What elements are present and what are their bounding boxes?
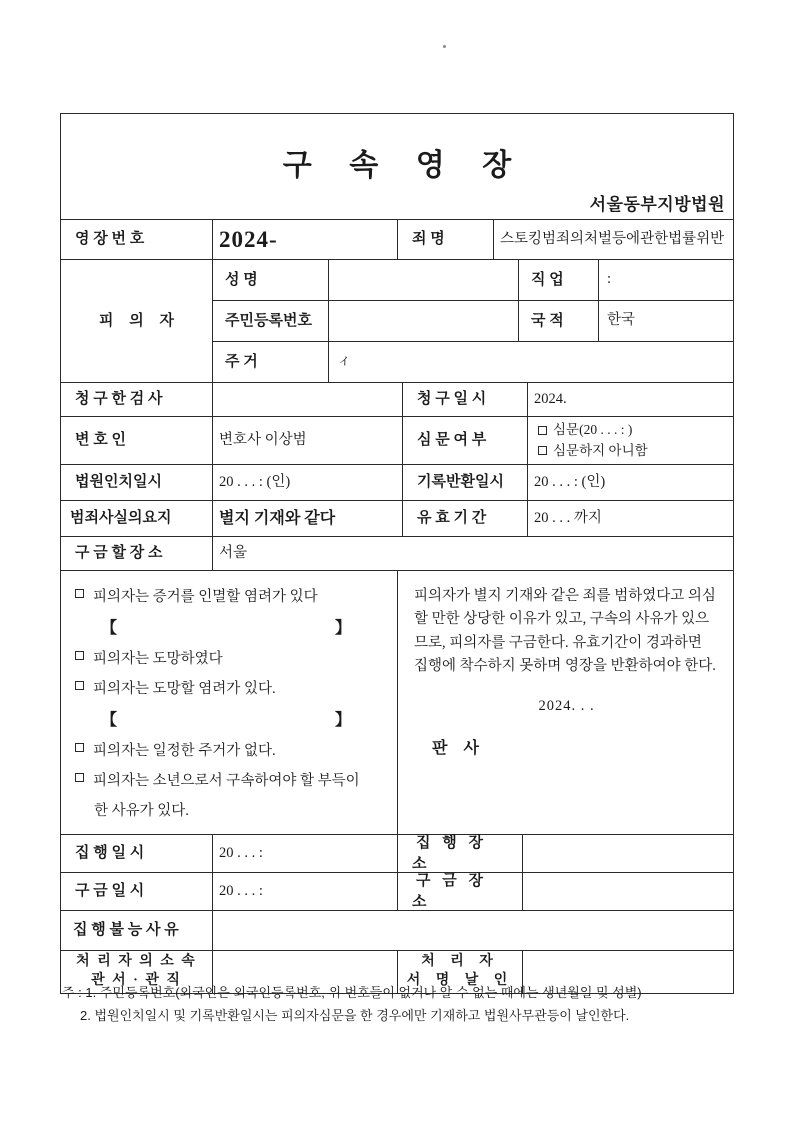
title-block [61, 114, 733, 220]
records-row [61, 465, 733, 501]
footnotes [62, 982, 742, 1028]
reason-item-continuation: 한 사유가 있다. [94, 803, 189, 819]
warrant-form [60, 113, 734, 994]
charge-value[interactable]: 스토킹범죄의처벌등에관한법률위반 [500, 230, 725, 247]
warrant-number-value[interactable]: 2024- [213, 220, 398, 259]
warrant-number-label: 영 장 번 호 [61, 220, 213, 259]
exec-place-value[interactable] [523, 835, 733, 872]
suspect-name-value[interactable] [329, 260, 519, 300]
suspect-name-row [213, 260, 733, 301]
exec-date-value[interactable]: 20 . . . : [213, 835, 398, 872]
interrogation-option-2[interactable]: 심문하지 아니함 [538, 441, 648, 461]
detain-place-label: 구 금 장 소 [398, 873, 523, 910]
suspect-rrn-row [213, 301, 733, 342]
interrogation-label: 심 문 여 부 [403, 417, 528, 464]
reason-item[interactable]: 피의자는 일정한 주거가 없다. [75, 739, 387, 760]
counsel-label: 변 호 인 [61, 417, 213, 464]
reason-item[interactable]: 피의자는 증거를 인멸할 염려가 있다 [75, 585, 387, 606]
validity-value[interactable]: 20 . . . 까지 [534, 509, 602, 526]
counsel-value[interactable]: 변호사 이상범 [213, 417, 403, 464]
job-value[interactable]: : [607, 271, 612, 288]
failure-row [61, 911, 733, 951]
rrn-label: 주민등록번호 [213, 301, 329, 341]
reason-statement [398, 571, 733, 834]
interrogation-option-1[interactable]: 심문(20 . . . : ) [538, 420, 632, 440]
detention-place-value[interactable]: 서울 [219, 544, 248, 561]
reason-item[interactable]: 피의자는 도망할 염려가 있다. [75, 677, 387, 698]
nationality-label: 국 적 [519, 301, 599, 341]
suspect-label: 피 의 자 [61, 260, 213, 382]
checkbox-icon[interactable] [75, 743, 84, 752]
receipt-value[interactable]: 20 . . . : (인) [213, 465, 403, 500]
failure-label: 집 행 불 능 사 유 [61, 911, 213, 950]
detention-place-label: 구 금 할 장 소 [61, 537, 213, 570]
nationality-value[interactable]: 한국 [607, 312, 636, 329]
bracket-field-1[interactable]: 【 】 [101, 620, 351, 637]
checkbox-icon[interactable] [538, 426, 547, 435]
return-label: 기록반환일시 [403, 465, 528, 500]
request-date-value[interactable]: 2024. [534, 390, 567, 407]
checkbox-icon[interactable] [75, 589, 84, 598]
exec-date-label: 집 행 일 시 [61, 835, 213, 872]
judge-label: 판 사 [432, 740, 485, 758]
warrant-number-row [61, 220, 733, 260]
detention-place-row [61, 537, 733, 571]
charge-label: 죄 명 [398, 220, 494, 259]
checkbox-icon[interactable] [538, 446, 547, 455]
facts-value[interactable]: 별지 기재와 같다 [213, 501, 403, 536]
prosecutor-row [61, 383, 733, 417]
execution-date-row [61, 835, 733, 873]
request-date-label: 청 구 일 시 [403, 383, 528, 416]
detain-place-value[interactable] [523, 873, 733, 910]
checkbox-icon[interactable] [75, 651, 84, 660]
detention-date-row [61, 873, 733, 911]
address-value[interactable]: ィ [337, 353, 352, 370]
checkbox-icon[interactable] [75, 773, 84, 782]
prosecutor-label: 청 구 한 검 사 [61, 383, 213, 416]
return-value[interactable]: 20 . . . : (인) [534, 473, 606, 490]
exec-place-label: 집 행 장 소 [398, 835, 523, 872]
scan-speck [443, 45, 446, 48]
suspect-address-row [213, 342, 733, 382]
counsel-row [61, 417, 733, 465]
failure-value[interactable] [213, 911, 733, 950]
court-name: 서울동부지방법원 [589, 195, 725, 214]
footnote-1: 주 : 1. 주민등록번호(외국인은 외국인등록번호, 위 번호들이 없거나 알 수 없는 때에는 생년월일 및 성별) [62, 985, 642, 1000]
statement-text: 피의자가 별지 기재와 같은 죄를 범하였다고 의심할 만한 상당한 이유가 있고, 구속의 사유가 있으므로, 피의자를 구금한다. 유효기간이 경과하면 집행에 착수하지 못하며 영장을 반환하여야 한다. [414, 588, 716, 675]
reason-item[interactable]: 피의자는 도망하였다 [75, 647, 387, 668]
bracket-field-2[interactable]: 【 】 [101, 712, 351, 729]
page-title: 구 속 영 장 [282, 149, 527, 182]
checkbox-icon[interactable] [75, 681, 84, 690]
validity-label: 유 효 기 간 [403, 501, 528, 536]
receipt-label: 법원인치일시 [61, 465, 213, 500]
footnote-2: 2. 법원인치일시 및 기록반환일시는 피의자심문을 한 경우에만 기재하고 법원사무관등이 날인한다. [80, 1007, 630, 1023]
suspect-row [61, 260, 733, 383]
rrn-value[interactable] [329, 301, 519, 341]
statement-date[interactable]: 2024. . . [538, 697, 595, 714]
suspect-details [213, 260, 733, 382]
signature-label: 처 리 자 서 명 날 인 [398, 951, 523, 993]
job-label: 직 업 [519, 260, 599, 300]
facts-row [61, 501, 733, 537]
facts-label: 범죄사실의요지 [61, 501, 213, 536]
address-label: 주 거 [213, 342, 329, 382]
interrogation-options [528, 417, 733, 464]
detain-date-label: 구 금 일 시 [61, 873, 213, 910]
reason-item[interactable]: 피의자는 소년으로서 구속하여야 할 부득이 [75, 769, 387, 790]
reasons-row [61, 571, 733, 835]
prosecutor-value[interactable] [213, 383, 403, 416]
suspect-name-label: 성 명 [213, 260, 329, 300]
detain-date-value[interactable]: 20 . . . : [213, 873, 398, 910]
officer-label: 처 리 자 의 소 속 관 서 · 관 직 [61, 951, 213, 993]
reason-checklist [61, 571, 398, 834]
